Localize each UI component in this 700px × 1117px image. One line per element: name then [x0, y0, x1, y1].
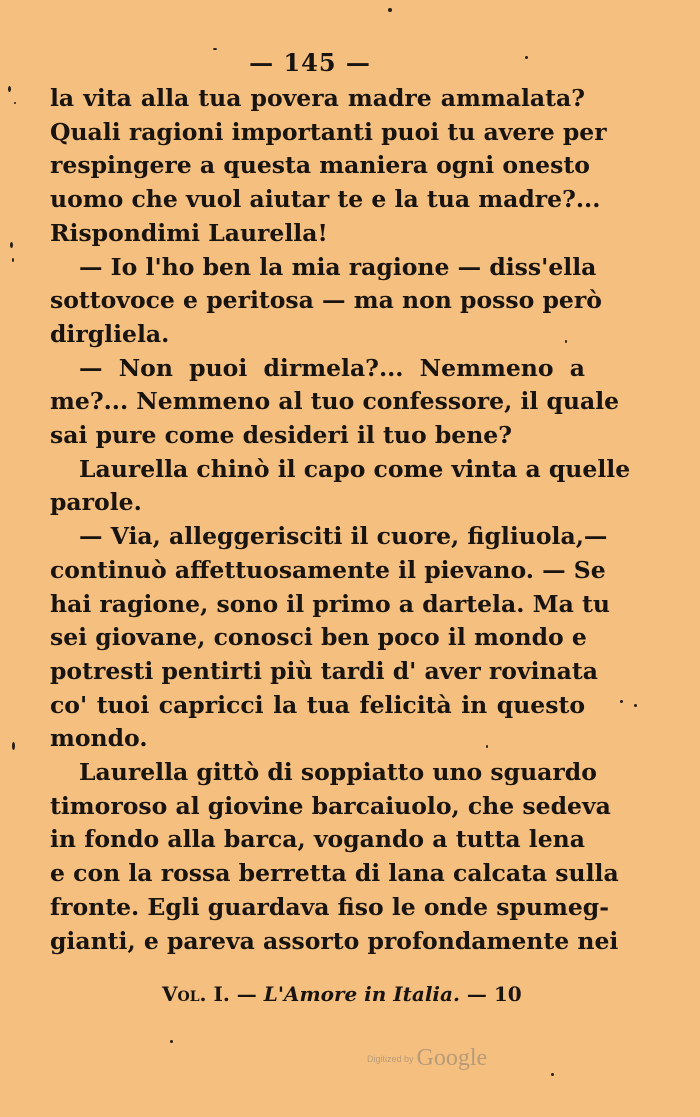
text-line: Laurella chinò il capo come vinta a quelle: [79, 454, 631, 483]
text-line: sei giovane, conosci ben poco il mondo e: [50, 623, 587, 652]
text-line: continuò affettuosamente il pievano. — Se: [50, 555, 606, 584]
body-text: [50, 82, 631, 958]
scan-speck: [525, 56, 528, 59]
scan-speck: [620, 700, 623, 703]
text-line: — Via, alleggerisciti il cuore, figliuola,—: [79, 522, 608, 551]
scan-speck: [10, 242, 13, 248]
text-line: e con la rossa berretta di lana calcata sulla: [50, 859, 619, 888]
text-line: me?... Nemmeno al tuo confessore, il quale: [50, 387, 620, 416]
text-line: potresti pentirti più tardi d' aver rovinata: [50, 656, 598, 685]
scan-speck: [12, 258, 14, 262]
text-line: fronte. Egli guardava fiso le onde spumeg-: [50, 892, 609, 921]
scan-speck: [388, 8, 392, 12]
text-line: Rispondimi Laurella!: [50, 218, 328, 247]
text-line: respingere a questa maniera ogni onesto: [50, 151, 590, 180]
page-number: — 145 —: [249, 48, 371, 77]
watermark-prefix: Digitized by: [367, 1053, 414, 1064]
text-line: hai ragione, sono il primo a dartela. Ma tu: [50, 589, 610, 618]
book-title: L'Amore in Italia.: [263, 982, 460, 1006]
text-line: — Non puoi dirmela?... Nemmeno a: [79, 353, 585, 382]
scan-speck: [565, 340, 567, 343]
scan-speck: [170, 1040, 173, 1043]
signature-dash: —: [236, 982, 257, 1006]
text-line: timoroso al giovine barcaiuolo, che sedeva: [50, 791, 611, 820]
text-line: gianti, e pareva assorto profondamente nei: [50, 926, 619, 955]
volume-label: Vol. I.: [162, 982, 230, 1006]
text-line: sottovoce e peritosa — ma non posso però: [50, 286, 602, 315]
digitization-watermark: [367, 1045, 487, 1072]
scan-speck: [634, 704, 637, 707]
text-line: mondo.: [50, 724, 148, 753]
scan-speck: [213, 48, 217, 50]
scan-speck: [486, 745, 488, 748]
scan-speck: [8, 86, 11, 92]
text-line: co' tuoi capricci la tua felicità in questo: [50, 690, 585, 719]
text-line: uomo che vuol aiutar te e la tua madre?...: [50, 185, 601, 214]
scan-speck: [551, 1073, 554, 1076]
text-line: parole.: [50, 488, 142, 517]
text-line: dirgliela.: [50, 319, 170, 348]
sheet-number: — 10: [466, 982, 522, 1006]
text-line: la vita alla tua povera madre ammalata?: [50, 84, 585, 112]
google-logo: Google: [416, 1045, 488, 1071]
scan-speck: [12, 742, 15, 750]
signature-line: [162, 982, 582, 1006]
text-line: Quali ragioni importanti puoi tu avere per: [50, 117, 607, 146]
text-line: in fondo alla barca, vogando a tutta lena: [50, 825, 585, 854]
text-line: sai pure come desideri il tuo bene?: [50, 421, 513, 450]
scan-speck: [14, 102, 16, 104]
text-line: — Io l'ho ben la mia ragione — diss'ella: [79, 252, 597, 281]
text-line: Laurella gittò di soppiatto uno sguardo: [79, 758, 597, 787]
